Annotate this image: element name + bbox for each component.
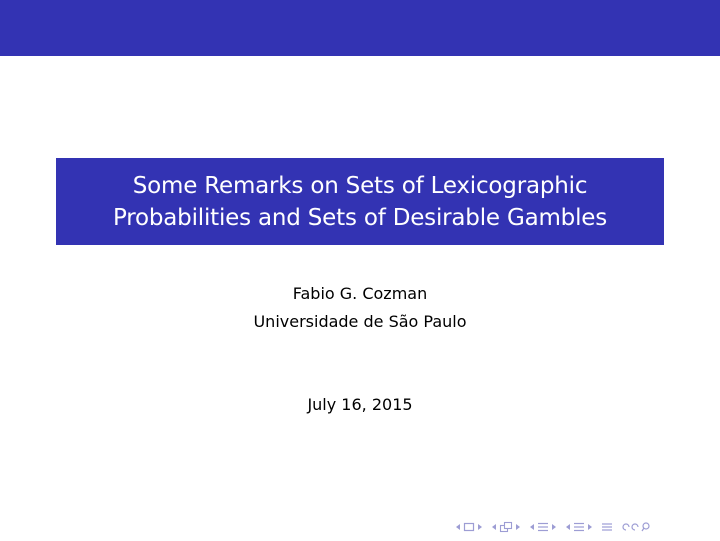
arrow-left-icon[interactable] [455,523,461,531]
arrow-right-icon[interactable] [515,523,521,531]
presentation-icon[interactable] [573,521,585,533]
nav-subsection-group [491,521,523,533]
arrow-right-icon[interactable] [587,523,593,531]
title-line-2: Probabilities and Sets of Desirable Gambles [112,204,607,231]
nav-section-group [529,521,559,533]
subsection-icon[interactable] [499,521,513,533]
arrow-left-icon[interactable] [491,523,497,531]
presentation-date: July 16, 2015 [307,395,413,414]
author-name: Fabio G. Cozman [292,284,428,303]
title-line-1: Some Remarks on Sets of Lexicographic [132,172,588,199]
institute-name: Universidade de São Paulo [253,312,467,331]
title-block [56,158,664,245]
arrow-right-icon[interactable] [477,523,483,531]
nav-align-group [601,521,615,533]
arrow-left-icon[interactable] [565,523,571,531]
nav-presentation-group [565,521,595,533]
navigation-bar [455,520,659,534]
nav-frame-group [455,521,485,533]
arrow-left-icon[interactable] [529,523,535,531]
align-icon[interactable] [601,521,613,533]
frame-icon[interactable] [463,521,475,533]
header-band [0,0,720,56]
section-icon[interactable] [537,521,549,533]
arrow-right-icon[interactable] [551,523,557,531]
search-icon[interactable] [621,521,651,533]
slide-title [113,170,607,234]
nav-search-group [621,521,653,533]
